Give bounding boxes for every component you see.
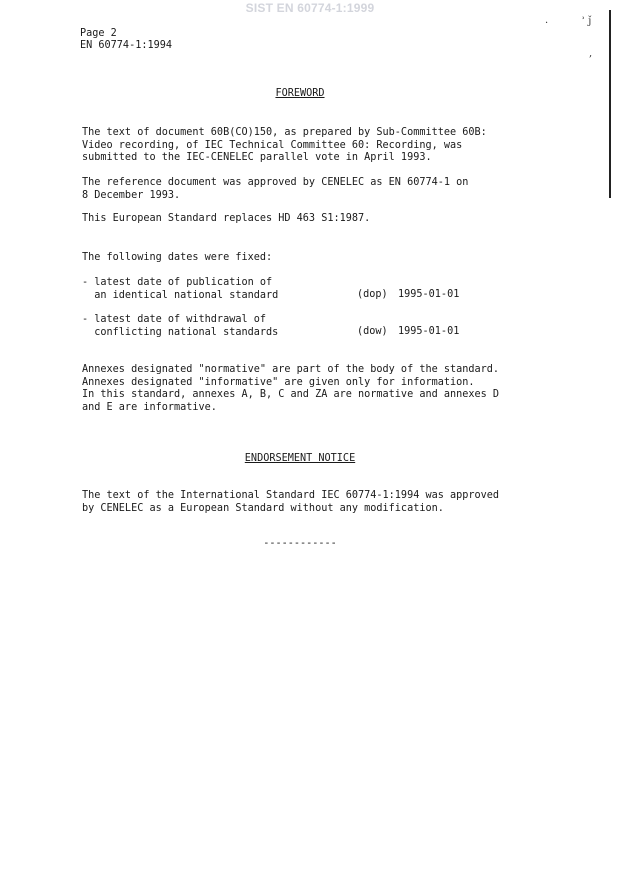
scan-speck: , — [589, 48, 593, 59]
page-number: Page 2 — [80, 28, 117, 39]
date-code: (dow) — [357, 326, 388, 337]
text-line: Annexes designated "informative" are given only for information. — [82, 376, 475, 388]
scan-speck: ʾ ǰ — [582, 16, 592, 27]
endorsement-paragraph — [82, 490, 499, 515]
foreword-heading: FOREWORD — [275, 88, 325, 99]
foreword-paragraph-3: This European Standard replaces HD 463 S1:1987. — [82, 213, 371, 224]
date-item-text: an identical national standard — [82, 289, 279, 301]
text-line: The text of the International Standard IEC 60774-1:1994 was approved — [82, 490, 500, 501]
foreword-paragraph-2 — [82, 177, 468, 202]
endorsement-heading: ENDORSEMENT NOTICE — [244, 453, 356, 464]
text-line: 8 December 1993. — [82, 189, 181, 201]
date-item-text: - latest date of publication of — [82, 277, 273, 288]
foreword-paragraph-1 — [82, 127, 487, 165]
watermark: SIST EN 60774-1:1999 — [245, 1, 375, 15]
end-separator: ------------ — [263, 538, 337, 549]
date-value: 1995-01-01 — [398, 289, 460, 300]
date-item-text: - latest date of withdrawal of — [82, 314, 267, 325]
date-value: 1995-01-01 — [398, 326, 460, 337]
text-line: The reference document was approved by CENELEC as EN 60774-1 on — [82, 177, 469, 188]
text-line: The text of document 60B(CO)150, as prepared by Sub-Committee 60B: — [82, 127, 487, 138]
text-line: Annexes designated "normative" are part of the body of the standard. — [82, 364, 500, 375]
dates-intro: The following dates were fixed: — [82, 252, 273, 263]
annexes-paragraph — [82, 364, 499, 414]
date-code: (dop) — [357, 289, 388, 300]
text-line: and E are informative. — [82, 401, 217, 413]
text-line: by CENELEC as a European Standard without any modification. — [82, 502, 444, 514]
text-line: In this standard, annexes A, B, C and ZA are normative and annexes D — [82, 389, 500, 401]
date-item-text: conflicting national standards — [82, 326, 279, 338]
date-item-dop — [82, 277, 278, 302]
text-line: submitted to the IEC-CENELEC parallel vote in April 1993. — [82, 152, 432, 164]
text-line: Video recording, of IEC Technical Committee 60: Recording, was — [82, 139, 463, 151]
scan-speck: · — [545, 18, 549, 29]
document-number: EN 60774-1:1994 — [80, 40, 173, 51]
scan-edge-line — [609, 10, 611, 198]
date-item-dow — [82, 314, 278, 339]
